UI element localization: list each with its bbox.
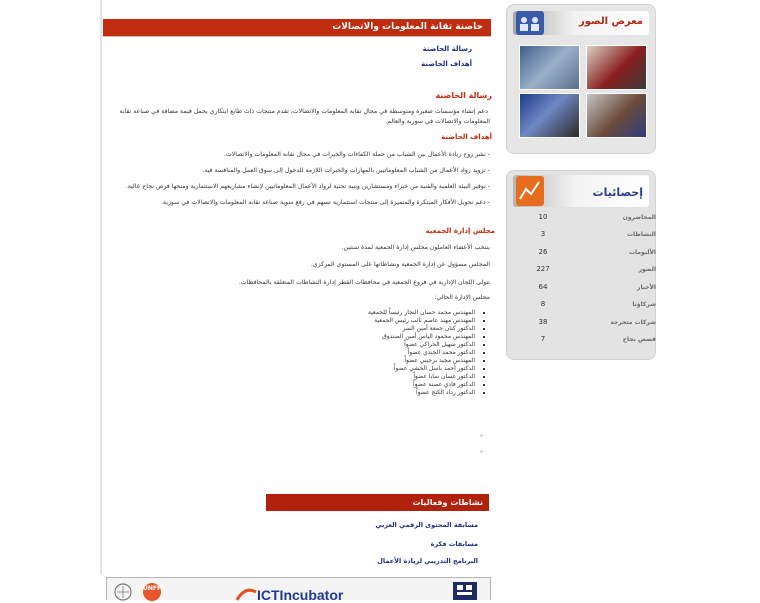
- list-item: ▪ الدكتور سهيل الحراكي عضواً: [305, 341, 475, 349]
- list-item: ▪ الدكتور أحمد باسل الخشي عضواً: [305, 365, 475, 373]
- stat-label: قصص نجاح: [622, 336, 656, 343]
- stat-row: [518, 298, 656, 315]
- activities-title: نشاطات وفعاليات: [412, 498, 483, 507]
- stat-value: 64: [538, 283, 548, 291]
- board-line: المجلس مسؤول عن إدارة الجمعية ونشاطاتها على المستوى المركزي.: [310, 261, 490, 268]
- stat-label: شركات متخرجة: [610, 319, 656, 326]
- link-goals[interactable]: أهداف الحاضنة: [421, 60, 472, 68]
- page-title: حاضنة تقانة المعلومات والاتصالات: [332, 22, 483, 32]
- gallery-title: معرض الصور: [578, 16, 643, 27]
- ministry-logo-icon: [451, 580, 479, 600]
- stat-row: [518, 263, 656, 280]
- list-item: ▪ المهندس مجيد برجيني عضواً: [305, 357, 475, 365]
- activities-header: [266, 494, 489, 511]
- ict-incubator-logo: ICTIncubator: [257, 587, 344, 603]
- content-divider: [100, 0, 102, 575]
- stat-label: شركاؤنا: [632, 301, 656, 308]
- stat-value: 227: [536, 265, 550, 273]
- page-title-bar: [103, 19, 491, 36]
- mission-title: رسالة الحاضنة: [435, 91, 492, 100]
- link-mission[interactable]: رسالة الحاضنة: [422, 45, 472, 53]
- gallery-photo[interactable]: [586, 45, 647, 90]
- stat-value: 8: [540, 300, 546, 308]
- goal-line: - نشر روح ريادة الأعمال بين الشباب من حملة الكفاءات والخبرات في مجال تقانة المعلومات والاتصالات.: [223, 151, 490, 158]
- gallery-photo[interactable]: [586, 93, 647, 138]
- goal-line: - توفير البيئة العلمية والفنية من خبراء ومستشارين وبنية تحتية لرواد الأعمال المعلوماتيين لإنشاء مشاريعهم الاستثمارية ومنحها فرص نجاح عالية.: [125, 183, 490, 190]
- title-underline: [103, 36, 491, 37]
- stat-row: [518, 281, 656, 298]
- gallery-photo[interactable]: [519, 45, 580, 90]
- separator-dash: -: [480, 447, 483, 456]
- stat-value: 26: [538, 248, 548, 256]
- activity-link[interactable]: البرنامج التدريبي لريادة الأعمال: [377, 557, 478, 565]
- stat-row: [518, 316, 656, 333]
- stat-label: النشاطات: [626, 231, 656, 238]
- goal-line: - دعم تحويل الأفكار المبتكرة والمتميزة إلى منتجات استثمارية تسهم في رفع سوية صناعة تقانة المعلومات والاتصالات في سورية.: [160, 199, 490, 206]
- stat-label: المحاضرون: [622, 214, 656, 221]
- stat-row: [518, 211, 656, 228]
- stat-label: الأخبار: [636, 284, 656, 291]
- gallery-photo[interactable]: [519, 93, 580, 138]
- stat-row: [518, 228, 656, 245]
- mission-line: المعلومات والاتصالات في سورية والعالم.: [385, 118, 490, 125]
- list-item: ▪ المهندس محمد حسان النجار رئيساً للجمعية: [305, 309, 475, 317]
- mission-line: دعم إنشاء مؤسسات صغيرة ومتوسطة في مجال تقانة المعلومات والاتصالات، تقدم منتجات ذات طابع ابتكاري يحمل قيمة مضافة في صناعة تقانة: [119, 108, 488, 115]
- goals-title: أهداف الحاضنة: [441, 133, 492, 141]
- list-item: ▪ الدكتور محمد الجندي عضواً: [305, 349, 475, 357]
- list-item: ▪ المهندس مهند عاصم نائب رئيس الجمعية: [305, 317, 475, 325]
- list-item: ▪ الدكتور فادي غصنة عضواً: [305, 381, 475, 389]
- list-item: ▪ الدكتور كنان جمعة أمين السر: [305, 325, 475, 333]
- list-item: ▪ الدكتور رداد الكنج عضواً: [305, 389, 475, 397]
- stat-value: 3: [540, 230, 546, 238]
- unfpa-text: UNFPA: [143, 585, 166, 592]
- board-line: ينتخب الأعضاء العاملون مجلس إدارة الجمعية لمدة سنتين.: [341, 244, 490, 251]
- goal-line: - تزويد رواد الأعمال من الشباب المعلوماتيين بالمهارات والخبرات اللازمة للدخول إلى سوق العمل والمنافسة فيه.: [202, 167, 490, 174]
- partners-footer: [106, 577, 491, 603]
- list-item: ▪ الدكتور غسان سابا عضواً: [305, 373, 475, 381]
- activity-link[interactable]: مسابقات فكرة: [430, 540, 478, 548]
- board-title: مجلس إدارة الجمعية: [425, 227, 495, 235]
- board-members-list: [305, 309, 485, 397]
- stat-row: [518, 333, 656, 350]
- stat-value: 7: [540, 335, 546, 343]
- board-line: تتولى اللجان الإدارية في فروع الجمعية في محافظات القطر إدارة النشاطات المتعلقة بالمحافظات.: [238, 279, 490, 286]
- stat-label: الألبومات: [629, 249, 656, 256]
- list-item: ▪ المهندس محمود الياس أمين الصندوق: [305, 333, 475, 341]
- stat-label: الصور: [638, 266, 656, 273]
- gallery-panel: [506, 4, 656, 154]
- un-logo-icon: [112, 581, 134, 601]
- stat-row: [518, 246, 656, 263]
- people-icon: [515, 10, 545, 36]
- stat-value: 10: [538, 213, 548, 221]
- separator-dash: -: [480, 431, 483, 440]
- board-line: مجلس الإدارة الحالي:: [434, 294, 490, 301]
- activity-link[interactable]: مسابقة المحتوى الرقمي العربي: [375, 521, 478, 529]
- stat-value: 38: [538, 318, 548, 326]
- chart-icon: [515, 175, 545, 207]
- stats-title: إحصائيات: [592, 186, 643, 199]
- incubator-swoosh-icon: [235, 586, 257, 601]
